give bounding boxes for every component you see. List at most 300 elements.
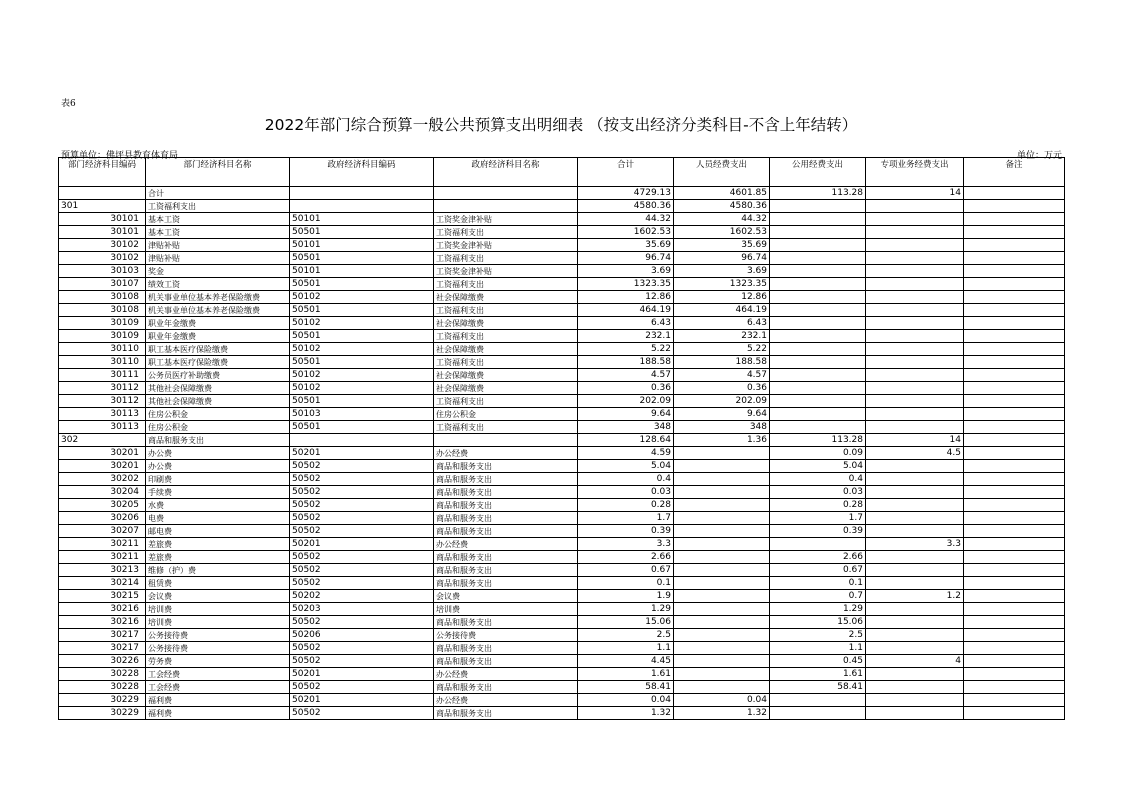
economic-name-cell: 住房公积金 xyxy=(146,408,290,421)
public-expense-cell xyxy=(770,356,866,369)
economic-code-cell: 30226 xyxy=(59,655,146,668)
public-expense-cell xyxy=(770,278,866,291)
government-name-cell: 公务接待费 xyxy=(434,629,578,642)
special-expense-cell: 14 xyxy=(866,187,964,200)
note-cell xyxy=(964,239,1065,252)
economic-name-cell: 机关事业单位基本养老保险缴费 xyxy=(146,304,290,317)
economic-code-cell: 30109 xyxy=(59,317,146,330)
economic-name-cell: 职业年金缴费 xyxy=(146,317,290,330)
note-cell xyxy=(964,590,1065,603)
public-expense-cell: 1.1 xyxy=(770,642,866,655)
economic-code-cell: 30111 xyxy=(59,369,146,382)
economic-name-cell: 津贴补贴 xyxy=(146,239,290,252)
economic-code-cell: 30207 xyxy=(59,525,146,538)
public-expense-cell xyxy=(770,265,866,278)
government-code-cell: 50102 xyxy=(290,382,434,395)
government-name-cell: 社会保障缴费 xyxy=(434,317,578,330)
personnel-expense-cell: 202.09 xyxy=(674,395,770,408)
economic-name-cell: 水费 xyxy=(146,499,290,512)
economic-name-cell: 职工基本医疗保险缴费 xyxy=(146,356,290,369)
personnel-expense-cell: 12.86 xyxy=(674,291,770,304)
economic-code-cell: 30113 xyxy=(59,408,146,421)
public-expense-cell: 1.61 xyxy=(770,668,866,681)
government-name-cell: 工资福利支出 xyxy=(434,304,578,317)
column-header: 备注 xyxy=(964,158,1065,187)
government-code-cell: 50102 xyxy=(290,291,434,304)
economic-name-cell: 差旅费 xyxy=(146,538,290,551)
government-code-cell: 50502 xyxy=(290,525,434,538)
economic-name-cell: 基本工资 xyxy=(146,226,290,239)
public-expense-cell: 0.1 xyxy=(770,577,866,590)
public-expense-cell: 0.67 xyxy=(770,564,866,577)
government-name-cell: 工资奖金津补贴 xyxy=(434,213,578,226)
economic-code-cell: 302 xyxy=(59,434,146,447)
government-name-cell: 住房公积金 xyxy=(434,408,578,421)
note-cell xyxy=(964,473,1065,486)
government-name-cell: 商品和服务支出 xyxy=(434,499,578,512)
personnel-expense-cell xyxy=(674,473,770,486)
table-row xyxy=(59,226,1065,239)
special-expense-cell xyxy=(866,213,964,226)
economic-name-cell: 培训费 xyxy=(146,616,290,629)
note-cell xyxy=(964,499,1065,512)
note-cell xyxy=(964,187,1065,200)
note-cell xyxy=(964,707,1065,720)
economic-name-cell: 办公费 xyxy=(146,460,290,473)
note-cell xyxy=(964,694,1065,707)
note-cell xyxy=(964,343,1065,356)
personnel-expense-cell xyxy=(674,668,770,681)
government-code-cell: 50502 xyxy=(290,655,434,668)
total-cell: 232.1 xyxy=(578,330,674,343)
economic-code-cell: 30213 xyxy=(59,564,146,577)
government-name-cell: 商品和服务支出 xyxy=(434,577,578,590)
table-row xyxy=(59,486,1065,499)
economic-name-cell: 绩效工资 xyxy=(146,278,290,291)
economic-name-cell: 津贴补贴 xyxy=(146,252,290,265)
special-expense-cell xyxy=(866,499,964,512)
economic-name-cell: 住房公积金 xyxy=(146,421,290,434)
personnel-expense-cell xyxy=(674,629,770,642)
government-name-cell: 办公经费 xyxy=(434,447,578,460)
public-expense-cell xyxy=(770,538,866,551)
table-row xyxy=(59,642,1065,655)
special-expense-cell xyxy=(866,343,964,356)
note-cell xyxy=(964,551,1065,564)
total-cell: 9.64 xyxy=(578,408,674,421)
personnel-expense-cell xyxy=(674,577,770,590)
government-code-cell xyxy=(290,200,434,213)
public-expense-cell xyxy=(770,200,866,213)
table-row xyxy=(59,668,1065,681)
total-cell: 4.45 xyxy=(578,655,674,668)
economic-name-cell: 印刷费 xyxy=(146,473,290,486)
public-expense-cell xyxy=(770,694,866,707)
government-code-cell: 50502 xyxy=(290,551,434,564)
special-expense-cell xyxy=(866,486,964,499)
total-cell: 4.57 xyxy=(578,369,674,382)
total-cell: 1.7 xyxy=(578,512,674,525)
personnel-expense-cell: 9.64 xyxy=(674,408,770,421)
note-cell xyxy=(964,369,1065,382)
total-cell: 0.36 xyxy=(578,382,674,395)
note-cell xyxy=(964,252,1065,265)
special-expense-cell xyxy=(866,330,964,343)
economic-name-cell: 福利费 xyxy=(146,707,290,720)
special-expense-cell xyxy=(866,382,964,395)
personnel-expense-cell xyxy=(674,525,770,538)
table-row xyxy=(59,577,1065,590)
special-expense-cell xyxy=(866,317,964,330)
public-expense-cell: 5.04 xyxy=(770,460,866,473)
economic-name-cell: 培训费 xyxy=(146,603,290,616)
government-code-cell: 50201 xyxy=(290,538,434,551)
economic-code-cell: 30215 xyxy=(59,590,146,603)
government-code-cell: 50201 xyxy=(290,668,434,681)
public-expense-cell: 15.06 xyxy=(770,616,866,629)
table-row xyxy=(59,707,1065,720)
government-name-cell: 商品和服务支出 xyxy=(434,616,578,629)
public-expense-cell xyxy=(770,369,866,382)
government-name-cell: 商品和服务支出 xyxy=(434,525,578,538)
government-name-cell xyxy=(434,434,578,447)
total-cell: 0.67 xyxy=(578,564,674,577)
public-expense-cell xyxy=(770,252,866,265)
table-row xyxy=(59,460,1065,473)
economic-name-cell: 公务接待费 xyxy=(146,629,290,642)
personnel-expense-cell: 464.19 xyxy=(674,304,770,317)
government-name-cell: 商品和服务支出 xyxy=(434,551,578,564)
table-row xyxy=(59,525,1065,538)
total-cell: 4580.36 xyxy=(578,200,674,213)
government-code-cell: 50203 xyxy=(290,603,434,616)
total-cell: 0.03 xyxy=(578,486,674,499)
government-name-cell: 工资奖金津补贴 xyxy=(434,239,578,252)
public-expense-cell: 0.4 xyxy=(770,473,866,486)
economic-name-cell: 电费 xyxy=(146,512,290,525)
personnel-expense-cell xyxy=(674,616,770,629)
personnel-expense-cell: 6.43 xyxy=(674,317,770,330)
government-name-cell: 办公经费 xyxy=(434,694,578,707)
table-row xyxy=(59,317,1065,330)
public-expense-cell: 0.39 xyxy=(770,525,866,538)
note-cell xyxy=(964,577,1065,590)
table-row xyxy=(59,629,1065,642)
economic-name-cell: 职业年金缴费 xyxy=(146,330,290,343)
special-expense-cell xyxy=(866,460,964,473)
special-expense-cell xyxy=(866,239,964,252)
economic-code-cell: 30110 xyxy=(59,343,146,356)
public-expense-cell: 58.41 xyxy=(770,681,866,694)
public-expense-cell xyxy=(770,707,866,720)
economic-name-cell: 差旅费 xyxy=(146,551,290,564)
public-expense-cell: 0.45 xyxy=(770,655,866,668)
personnel-expense-cell xyxy=(674,447,770,460)
total-cell: 0.39 xyxy=(578,525,674,538)
public-expense-cell xyxy=(770,395,866,408)
note-cell xyxy=(964,356,1065,369)
public-expense-cell: 0.28 xyxy=(770,499,866,512)
economic-code-cell: 30205 xyxy=(59,499,146,512)
economic-name-cell: 邮电费 xyxy=(146,525,290,538)
note-cell xyxy=(964,317,1065,330)
note-cell xyxy=(964,226,1065,239)
economic-name-cell: 手续费 xyxy=(146,486,290,499)
note-cell xyxy=(964,486,1065,499)
economic-code-cell: 30101 xyxy=(59,213,146,226)
economic-code-cell: 30228 xyxy=(59,681,146,694)
economic-name-cell: 合计 xyxy=(146,187,290,200)
table-body xyxy=(59,187,1065,720)
table-row xyxy=(59,551,1065,564)
note-cell xyxy=(964,278,1065,291)
government-code-cell: 50501 xyxy=(290,226,434,239)
economic-code-cell: 30217 xyxy=(59,629,146,642)
personnel-expense-cell: 348 xyxy=(674,421,770,434)
special-expense-cell xyxy=(866,200,964,213)
personnel-expense-cell xyxy=(674,460,770,473)
government-name-cell: 商品和服务支出 xyxy=(434,642,578,655)
note-cell xyxy=(964,629,1065,642)
government-name-cell: 工资福利支出 xyxy=(434,252,578,265)
note-cell xyxy=(964,603,1065,616)
table-row xyxy=(59,538,1065,551)
government-name-cell: 社会保障缴费 xyxy=(434,343,578,356)
personnel-expense-cell: 1323.35 xyxy=(674,278,770,291)
economic-name-cell: 公务员医疗补助缴费 xyxy=(146,369,290,382)
special-expense-cell: 4 xyxy=(866,655,964,668)
economic-name-cell: 职工基本医疗保险缴费 xyxy=(146,343,290,356)
government-name-cell: 工资福利支出 xyxy=(434,226,578,239)
table-row xyxy=(59,265,1065,278)
special-expense-cell xyxy=(866,564,964,577)
special-expense-cell xyxy=(866,668,964,681)
economic-name-cell: 商品和服务支出 xyxy=(146,434,290,447)
personnel-expense-cell: 0.36 xyxy=(674,382,770,395)
government-name-cell: 社会保障缴费 xyxy=(434,369,578,382)
special-expense-cell xyxy=(866,525,964,538)
economic-code-cell: 30229 xyxy=(59,694,146,707)
column-header: 部门经济科目编码 xyxy=(59,158,146,187)
special-expense-cell xyxy=(866,252,964,265)
economic-code-cell: 30228 xyxy=(59,668,146,681)
government-name-cell: 商品和服务支出 xyxy=(434,564,578,577)
public-expense-cell xyxy=(770,421,866,434)
special-expense-cell xyxy=(866,369,964,382)
economic-code-cell: 30206 xyxy=(59,512,146,525)
economic-code-cell: 30201 xyxy=(59,460,146,473)
economic-name-cell: 工会经费 xyxy=(146,668,290,681)
column-header: 部门经济科目名称 xyxy=(146,158,290,187)
personnel-expense-cell xyxy=(674,499,770,512)
economic-code-cell: 30201 xyxy=(59,447,146,460)
note-cell xyxy=(964,616,1065,629)
economic-code-cell: 30108 xyxy=(59,304,146,317)
special-expense-cell xyxy=(866,408,964,421)
personnel-expense-cell: 5.22 xyxy=(674,343,770,356)
economic-name-cell: 奖金 xyxy=(146,265,290,278)
note-cell xyxy=(964,200,1065,213)
table-row xyxy=(59,291,1065,304)
table-row xyxy=(59,603,1065,616)
special-expense-cell: 1.2 xyxy=(866,590,964,603)
public-expense-cell xyxy=(770,226,866,239)
government-code-cell: 50502 xyxy=(290,707,434,720)
table-row xyxy=(59,278,1065,291)
economic-name-cell: 基本工资 xyxy=(146,213,290,226)
special-expense-cell xyxy=(866,395,964,408)
total-cell: 4729.13 xyxy=(578,187,674,200)
personnel-expense-cell xyxy=(674,655,770,668)
total-cell: 2.5 xyxy=(578,629,674,642)
total-cell: 0.1 xyxy=(578,577,674,590)
total-cell: 0.04 xyxy=(578,694,674,707)
table-row xyxy=(59,252,1065,265)
table-header-row xyxy=(59,158,1065,187)
note-cell xyxy=(964,408,1065,421)
public-expense-cell: 2.66 xyxy=(770,551,866,564)
government-code-cell xyxy=(290,187,434,200)
government-code-cell: 50102 xyxy=(290,317,434,330)
government-code-cell: 50102 xyxy=(290,343,434,356)
table-row xyxy=(59,369,1065,382)
economic-code-cell: 301 xyxy=(59,200,146,213)
special-expense-cell xyxy=(866,603,964,616)
total-cell: 188.58 xyxy=(578,356,674,369)
note-cell xyxy=(964,330,1065,343)
table-row xyxy=(59,655,1065,668)
note-cell xyxy=(964,395,1065,408)
note-cell xyxy=(964,291,1065,304)
table-row xyxy=(59,616,1065,629)
personnel-expense-cell: 44.32 xyxy=(674,213,770,226)
personnel-expense-cell xyxy=(674,551,770,564)
government-code-cell: 50201 xyxy=(290,694,434,707)
total-cell: 1.1 xyxy=(578,642,674,655)
government-name-cell xyxy=(434,187,578,200)
government-name-cell: 办公经费 xyxy=(434,668,578,681)
note-cell xyxy=(964,447,1065,460)
economic-name-cell: 工会经费 xyxy=(146,681,290,694)
total-cell: 2.66 xyxy=(578,551,674,564)
table-row xyxy=(59,239,1065,252)
total-cell: 3.3 xyxy=(578,538,674,551)
public-expense-cell xyxy=(770,330,866,343)
government-code-cell: 50501 xyxy=(290,252,434,265)
special-expense-cell: 4.5 xyxy=(866,447,964,460)
government-name-cell: 办公经费 xyxy=(434,538,578,551)
personnel-expense-cell: 1.36 xyxy=(674,434,770,447)
column-header: 政府经济科目编码 xyxy=(290,158,434,187)
government-code-cell: 50501 xyxy=(290,304,434,317)
public-expense-cell: 2.5 xyxy=(770,629,866,642)
economic-name-cell: 其他社会保障缴费 xyxy=(146,395,290,408)
personnel-expense-cell xyxy=(674,538,770,551)
total-cell: 15.06 xyxy=(578,616,674,629)
total-cell: 1.29 xyxy=(578,603,674,616)
government-code-cell: 50502 xyxy=(290,564,434,577)
table-row xyxy=(59,213,1065,226)
economic-name-cell: 其他社会保障缴费 xyxy=(146,382,290,395)
personnel-expense-cell: 4601.85 xyxy=(674,187,770,200)
total-cell: 1.32 xyxy=(578,707,674,720)
table-row xyxy=(59,421,1065,434)
note-cell xyxy=(964,668,1065,681)
note-cell xyxy=(964,642,1065,655)
table-row xyxy=(59,382,1065,395)
government-code-cell: 50502 xyxy=(290,642,434,655)
government-code-cell: 50501 xyxy=(290,330,434,343)
table-row xyxy=(59,473,1065,486)
currency-unit-label: 单位：万元 xyxy=(1016,151,1062,161)
special-expense-cell xyxy=(866,265,964,278)
public-expense-cell xyxy=(770,382,866,395)
public-expense-cell xyxy=(770,304,866,317)
special-expense-cell xyxy=(866,512,964,525)
note-cell xyxy=(964,213,1065,226)
note-cell xyxy=(964,382,1065,395)
note-cell xyxy=(964,655,1065,668)
government-name-cell: 商品和服务支出 xyxy=(434,681,578,694)
government-code-cell: 50102 xyxy=(290,369,434,382)
personnel-expense-cell: 188.58 xyxy=(674,356,770,369)
government-code-cell: 50502 xyxy=(290,486,434,499)
table-row xyxy=(59,408,1065,421)
economic-code-cell: 30108 xyxy=(59,291,146,304)
personnel-expense-cell: 4580.36 xyxy=(674,200,770,213)
total-cell: 4.59 xyxy=(578,447,674,460)
note-cell xyxy=(964,564,1065,577)
government-name-cell: 社会保障缴费 xyxy=(434,291,578,304)
public-expense-cell: 1.29 xyxy=(770,603,866,616)
government-code-cell: 50103 xyxy=(290,408,434,421)
special-expense-cell xyxy=(866,291,964,304)
government-code-cell: 50101 xyxy=(290,239,434,252)
special-expense-cell xyxy=(866,616,964,629)
total-cell: 1602.53 xyxy=(578,226,674,239)
total-cell: 1.61 xyxy=(578,668,674,681)
government-code-cell: 50201 xyxy=(290,447,434,460)
personnel-expense-cell xyxy=(674,642,770,655)
personnel-expense-cell: 1.32 xyxy=(674,707,770,720)
page-title: 2022年部门综合预算一般公共预算支出明细表 （按支出经济分类科目-不含上年结转） xyxy=(264,116,858,134)
table-row xyxy=(59,304,1065,317)
total-cell: 3.69 xyxy=(578,265,674,278)
personnel-expense-cell: 0.04 xyxy=(674,694,770,707)
total-cell: 96.74 xyxy=(578,252,674,265)
special-expense-cell xyxy=(866,642,964,655)
public-expense-cell: 113.28 xyxy=(770,434,866,447)
economic-name-cell: 办公费 xyxy=(146,447,290,460)
table-row xyxy=(59,434,1065,447)
personnel-expense-cell xyxy=(674,681,770,694)
special-expense-cell xyxy=(866,629,964,642)
government-name-cell: 社会保障缴费 xyxy=(434,382,578,395)
table-row xyxy=(59,200,1065,213)
public-expense-cell xyxy=(770,213,866,226)
economic-code-cell: 30101 xyxy=(59,226,146,239)
table-row xyxy=(59,395,1065,408)
personnel-expense-cell: 35.69 xyxy=(674,239,770,252)
table-row xyxy=(59,356,1065,369)
public-expense-cell xyxy=(770,343,866,356)
government-name-cell: 工资福利支出 xyxy=(434,278,578,291)
government-code-cell: 50502 xyxy=(290,681,434,694)
note-cell xyxy=(964,265,1065,278)
economic-name-cell: 租赁费 xyxy=(146,577,290,590)
total-cell: 0.4 xyxy=(578,473,674,486)
total-cell: 202.09 xyxy=(578,395,674,408)
